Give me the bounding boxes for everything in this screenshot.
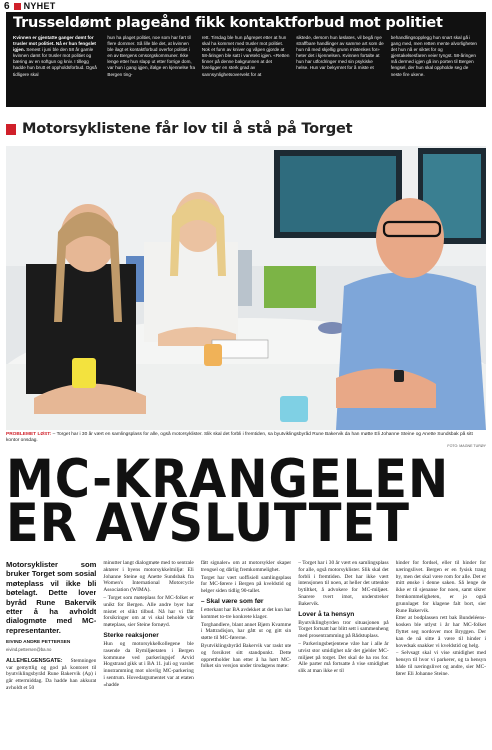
- top-story-column: [13, 35, 101, 105]
- photo-caption: [6, 432, 486, 444]
- article-subhead: Sterke reaksjoner: [103, 631, 159, 639]
- article-column-4: [298, 560, 388, 750]
- top-story-column: [391, 35, 479, 105]
- top-story-column: [107, 35, 195, 105]
- byline-email: eivind.pettersen@ba.no: [6, 647, 52, 653]
- paragraph-text: Stemningen var gemyttlig og god på kontoret til byutviklingsbyråd Rune Bakervik (Ap) i går ettermiddag. Da hadde han akkurat avholdt et 50: [6, 657, 97, 692]
- main-headline: [6, 448, 486, 554]
- article-subhead: – Skal være som før: [200, 597, 264, 605]
- article-paragraph: – Selvsagt skal vi vise smidighet med hensyn til hvor vi parkerer, og ta hensyn både til næringslivet og andre, sier MC-fører Eli Johanne Steine.: [395, 650, 487, 677]
- story-photo: [6, 146, 486, 430]
- article-column-2: [103, 560, 193, 750]
- section-label: NYHET: [23, 1, 56, 11]
- article-paragraph: minutter langt dialogmøte med to sentrale aktører i byens motorsykkelmiljø: Eli Johanne Steine og Anette Sundsbak fra Women's International Motorcycle Association (WIMA).: [103, 560, 194, 594]
- kicker-text: Motorsyklistene får lov til å stå på Torget: [22, 121, 353, 137]
- article-column-5: [396, 560, 486, 750]
- top-story-text: hun ha plaget politiet, noe som har ført til flere dommer. Så lille ble det, at kvinnen ble ilagt et kontaktforbud overfor politiet i en av Bergens omsorgskommuner. Ikke lenge etter hun slapp ut etter forrige dom, var hun i gang igjen, ifølge en kjennelse fra Bergen ting-: [107, 35, 195, 77]
- article-paragraph: Byutviklingbyrden tror situasjonen på Torget fortsatt har blitt sett i sammenheng med prosentramming på Rådstuplass.: [298, 619, 389, 640]
- caption-label: PROBLEMET LØST:: [6, 432, 52, 437]
- top-story-text: siktede, dersom hun løslates, vil begå nye straffbare handlinger av samme art som de hun nå med skjellig grunn mistenkes for» heter det i kjennelsen. Kvinnen fortalte at hun har utfordringer med sin psykiske helse. Hun var bekymret for å miste et: [296, 35, 384, 71]
- byline: EIVIND ANDRE PETTERSEN: [6, 640, 71, 646]
- article-paragraph: Torghandlere, blant annet Bjørn Kvamme i Mattradisjon, har gått ut og gitt sin støtte til MC-førerne.: [200, 621, 292, 642]
- kicker-marker: [6, 124, 16, 135]
- article-column-3: [201, 560, 291, 750]
- top-story-text: behandlingsopplegg hun snart skal gå i gang med, men retten mente alvorligheten det hun nå er siktet for og gjentakelsesfaren veier tyngst. 58-åringen må dermed igjen gå inn porten til Bergen fengsel, der hun skal oppholde seg de neste fire ukene.: [390, 35, 477, 77]
- article-paragraph: fått signaler» om at motorsykler skaper trengsel og dårlig fremkommelighet.: [200, 560, 292, 573]
- article-paragraph: [6, 658, 96, 692]
- article-paragraph: – Torget som møteplass for MC-folket er unikt for Bergen. Alle andre byer har mistet et slikt tilbud. Nå har vi fått forsikringer om at vi skal beholde vår møteplass, sier Steine fornøyd.: [103, 594, 194, 629]
- article-paragraph: Hun og motorsykkelkollegene ble rasende da Bymiljøetaten i Bergen kommune ved parkeringsjef Arvid Hogstrand gikk ut i BA 11. juli og varslet innstramming mot ulovlig MC-parkering i sentrum. Hovedargumentet var at etaten «hadde: [103, 640, 194, 688]
- article-paragraph: – Parkeringsbetjentene våre har i alle år utvist stor smidighet når det gjelder MC-miljøet på torget. Det skal de ha ros for. Alle parter må fortsatte å vise smidighet slik at man ikke er til: [298, 640, 389, 675]
- top-story-text: rett. Tirsdag ble hun pågrepet etter at hun skal ha kommet med trusler mot politiet. Nok et funn av kniver og våpen gjorde at 58-åringen ble satt i varetekt igjen. «Retten finner på denne bakgrunnen at det foreligger en sterk grad av sannsynlighetsovervekt for at: [201, 35, 290, 77]
- article-paragraph: I etterkant har BA avdekket at det kun har kommet to-tre konkrete klager.: [200, 606, 292, 620]
- top-story-box: [6, 12, 486, 107]
- top-story-column: [202, 35, 290, 105]
- story-kicker: [6, 121, 352, 137]
- headline-line-1: MC-KRANGELEN: [6, 448, 450, 510]
- headline-line-2: ER AVSLUTTET: [6, 492, 411, 554]
- page-number: 6: [4, 0, 10, 12]
- article-subhead: Lover å ta hensyn: [298, 610, 355, 618]
- top-story-text: Senest i juni ble den 58 år gamle kvinnen dømt for trusler mot politiet og bæring av en softgun og kniv. I tillegg hadde hun brutt et oppholdsforbud. Også tidligere skal: [13, 47, 97, 77]
- top-story-columns: [6, 33, 486, 107]
- article-column-1: [6, 560, 96, 750]
- top-story-lead: Kvinnen er gjentatte ganger dømt for trusler mot politiet. Nå er hun fengslet igjen.: [13, 35, 96, 53]
- top-story-column: [296, 35, 384, 105]
- caption-text: – Torget har i 30 år vært en samlingsplass for alle, også motorsyklister. Slik skal det forbli i fremtiden, sa byutviklingsbyråd Rune Bakervik da han møtte Eli Johanne Steine og Anette Sundsbak på sitt kontor onsdag.: [6, 432, 473, 443]
- photo-credit: FOTO: MAGNE TURØY: [447, 444, 486, 448]
- dateline: ALLEHELGENSGATE:: [6, 657, 63, 664]
- top-story-headline: Trusseldømt plageånd fikk kontaktforbud mot politiet: [13, 15, 443, 31]
- article-paragraph: hinder for fordsel, eller til hinder for næringslivet. Bergen er en fysisk trang by, men det skal være rom for alle. Det er mitt ønske i denne saken. Så lenge de ikke er til sjenanse for noen, samt sikrer fremkommeligheten, er jo også grunnlaget for klagene falt bort, sier Rune Bakervik.: [395, 560, 487, 614]
- section-marker: [14, 3, 21, 10]
- article-paragraph: – Torget har i 30 år vært en samlingsplass for alle, også motorsyklister. Slik skal det forbli i fremtiden. Det har ikke vært intensjonen til noen, at heller det uttenkte bytiltket, å advokere for MC-miljøet. Snarere tvert imot, understreker Bakervik.: [298, 560, 389, 607]
- article-body: [6, 560, 486, 750]
- page-header: [0, 0, 492, 12]
- photo-illustration: [6, 146, 486, 430]
- article-paragraph: Torget har vært uoffisiell samlingsplass for MC-førere i Bergen på kveldstid og helger siden tidlig 90-tallet.: [200, 574, 292, 595]
- article-lead: Motorsyklister som bruker Torget som sosial møteplass vil ikke bli bøtelagt. Dette lover byråd Rune Bakervik etter å ha avholdt dialogmøte med MC-representanter.: [6, 560, 97, 635]
- article-paragraph: Etter at bodplassen rett bak Bundeléens-kosken ble utlyst i år har MC-folket flyttet seg nordover mot Bryggen. Der kan de nå sitte å være til hinder i hovedsak snakker vi kveldstid og helg.: [395, 615, 487, 649]
- article-paragraph: Byutviklingsbyråd Bakervik var raskt ute og forsikret sitt standpunkt. Dette opprettholder han etter å ha hørt MC-folket sin versjon under tirsdagens møte:: [200, 642, 292, 670]
